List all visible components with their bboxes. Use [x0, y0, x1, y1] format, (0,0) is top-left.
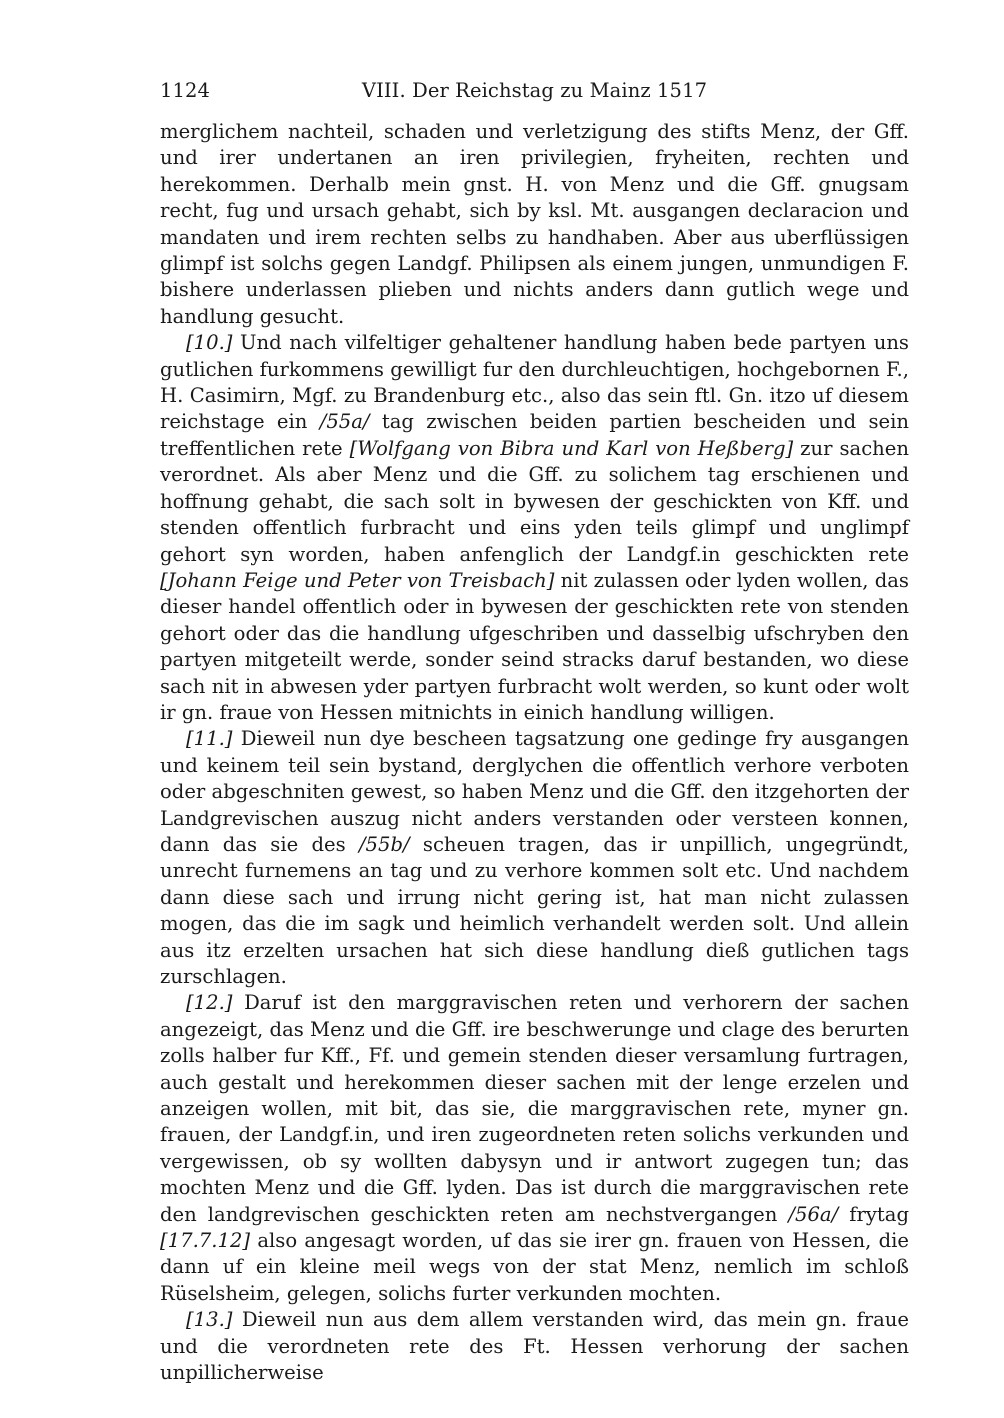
section-marker: [10.] — [186, 331, 233, 355]
paragraph-text: nit zulassen oder lyden wollen, das dieser handel offentlich oder in bywesen der geschickten rete von stenden gehort oder das die handlung ufgeschriben und dasselbig ufschryben den partyen mitgeteilt werde, sonder seind stracks daruf bestanden, wo diese sach nit in abwesen yder partyen furbracht wolt werden, so kunt oder wolt ir gn. fraue von Hessen mitnichts in einich handlung willigen. — [160, 568, 909, 724]
document-body — [160, 119, 909, 1387]
paragraph-text: tag zwischen beiden partien bescheiden und sein treffentlichen rete — [160, 410, 909, 460]
section-marker: [11.] — [186, 727, 233, 751]
paragraph-text: scheuen tragen, das ir unpillich, ungegründt, unrecht furnemens an tag und zu verhore kommen solt etc. Und nachdem dann diese sach und irrung nicht gering ist, hat man nicht zulassen mogen, das die im sagk und heimlich verhandelt werden solt. Und allein aus itz erzelten ursachen hat sich diese handlung dieß gutlichen tags zurschlagen. — [160, 832, 909, 988]
document-page — [160, 79, 909, 1387]
editorial-note: [Wolfgang von Bibra und Karl von Heßberg] — [349, 436, 794, 460]
paragraph-10 — [160, 330, 909, 726]
paragraph-11 — [160, 726, 909, 990]
page-header — [160, 79, 909, 109]
paragraph-text: merglichem nachteil, schaden und verletzigung des stifts Menz, der Gff. und irer undertanen an iren privilegien, fryheiten, rechten und herekommen. Derhalb mein gnst. H. von Menz und die Gff. gnugsam recht, fug und ursach gehabt, sich by ksl. Mt. ausgangen declaracion und mandaten und irem rechten selbs zu handhaben. Aber aus uberflüssigen glimpf ist solchs gegen Landgf. Philipsen als einem jungen, unmundigen F. bishere underlassen plieben und nichts anders dann gutlich wege und handlung gesucht. — [160, 120, 909, 328]
paragraph-12 — [160, 990, 909, 1307]
paragraph-text: frytag — [838, 1202, 910, 1226]
folio-marker: /55b/ — [358, 832, 410, 856]
paragraph-text: Dieweil nun aus dem allem verstanden wird, das mein gn. fraue und die verordneten rete des Ft. Hessen verhorung der sachen unpillicherweise — [160, 1308, 909, 1385]
paragraph-text: Und nach vilfeltiger gehaltener handlung haben bede partyen uns gutlichen furkommens gewilligt fur den durchleuchtigen, hochgebornen F., H. Casimirn, Mgf. zu Brandenburg etc., also das sein ftl. Gn. itzo uf diesem reichstage ein — [160, 331, 909, 434]
paragraph-1 — [160, 119, 909, 330]
date-note: [17.7.12] — [160, 1229, 251, 1253]
paragraph-13 — [160, 1307, 909, 1386]
editorial-note: [Johann Feige und Peter von Treisbach] — [160, 568, 555, 592]
paragraph-text: Dieweil nun dye bescheen tagsatzung one gedinge fry ausgangen und keinem teil sein bystand, derglychen die offentlich verhore verboten oder abgeschniten gewest, so haben Menz und die Gff. den itzgehorten der Landgrevischen auszug nicht anders verstanden oder versteen konnen, dann das sie des — [160, 727, 909, 856]
folio-marker: /56a/ — [788, 1202, 839, 1226]
paragraph-text: also angesagt worden, uf das sie irer gn. frauen von Hessen, die dann uf ein kleine meil wegs von der stat Menz, nemlich im schloß Rüselsheim, gelegen, solichs furter verkunden mochten. — [160, 1229, 909, 1305]
running-head: VIII. Der Reichstag zu Mainz 1517 — [361, 79, 708, 102]
section-marker: [12.] — [186, 991, 233, 1015]
page-number: 1124 — [160, 79, 211, 102]
paragraph-text: zur sachen verordnet. Als aber Menz und die Gff. zu solichem tag erschienen und hoffnung gehabt, die sach solt in bywesen der geschickten von Kff. und stenden offentlich furbracht und eins yden teils glimpf und unglimpf gehort syn worden, haben anfenglich der Landgf.in geschickten rete — [160, 436, 909, 566]
folio-marker: /55a/ — [319, 410, 370, 434]
paragraph-text: Daruf ist den marggravischen reten und verhorern der sachen angezeigt, das Menz und die Gff. ire beschwerunge und clage des berurten zolls halber fur Kff., Ff. und gemein stenden dieser versamlung furtragen, auch gestalt und herekommen dieser sachen mit der lenge erzelen und anzeigen wollen, mit bit, das sie, die marggravischen rete, myner gn. frauen, der Landgf.in, und iren zugeordneten reten solichs verkunden und vergewissen, ob sy wollten dabysyn und ir antwort zugegen tun; das mochten Menz und die Gff. lyden. Das ist durch die marggravischen rete den landgrevischen geschickten reten am nechstvergangen — [160, 991, 909, 1226]
section-marker: [13.] — [186, 1308, 233, 1332]
